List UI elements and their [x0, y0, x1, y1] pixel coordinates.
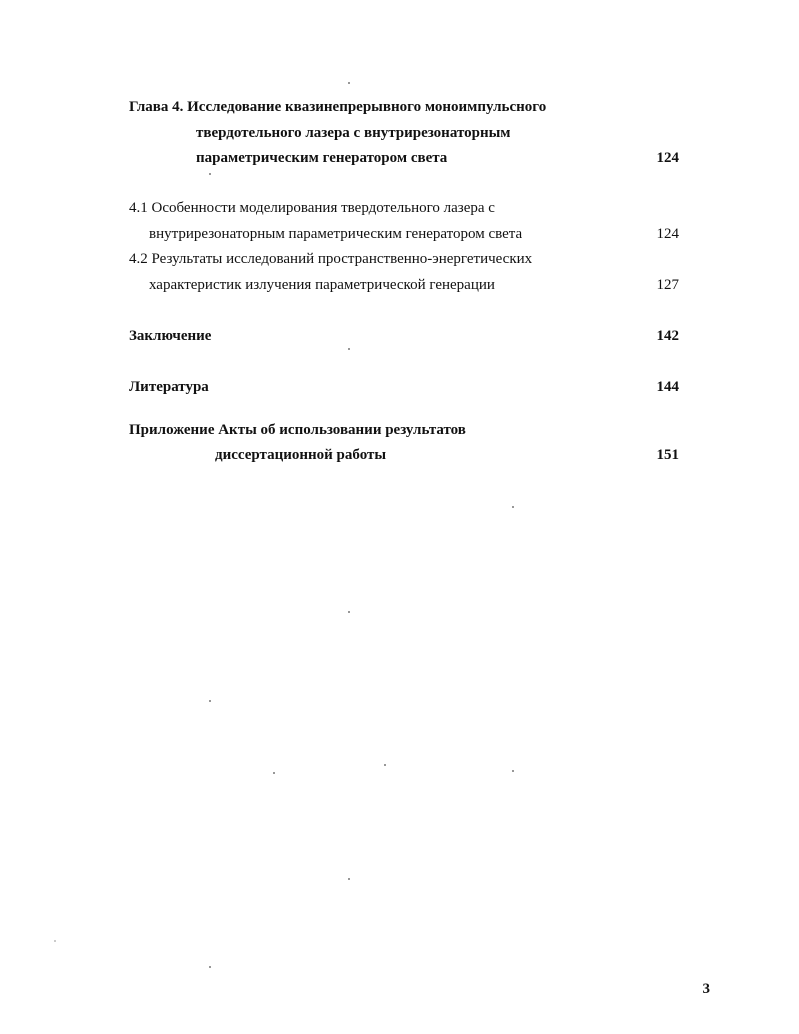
page-number: 3: [702, 981, 710, 997]
scan-speck: [348, 878, 350, 880]
scan-speck: [348, 611, 350, 613]
scan-speck: [512, 770, 514, 772]
appendix-title-line-1: Приложение Акты об использовании результатов: [129, 422, 466, 438]
section-4-2-page-number: 127: [656, 277, 679, 293]
literature-page-number: 144: [656, 379, 679, 395]
scan-speck: [209, 966, 211, 968]
scan-speck: [209, 173, 211, 175]
scan-speck: [54, 940, 56, 942]
scan-speck: [348, 348, 350, 350]
scan-speck: [209, 700, 211, 702]
chapter-4-page-number: 124: [656, 150, 679, 166]
appendix-title-line-2: диссертационной работы: [215, 447, 387, 463]
scan-speck: [273, 772, 275, 774]
section-4-2-title-line-1: 4.2 Результаты исследований пространственно-энергетических: [129, 251, 533, 267]
chapter-4-title-line-1: Глава 4. Исследование квазинепрерывного моноимпульсного: [129, 99, 547, 115]
literature-title: Литература: [129, 379, 209, 395]
scan-speck: [512, 506, 514, 508]
section-4-1-title-line-2: внутрирезонаторным параметрическим генератором света: [149, 226, 523, 242]
conclusion-page-number: 142: [656, 328, 679, 344]
section-4-2-title-line-2: характеристик излучения параметрической генерации: [149, 277, 495, 293]
chapter-4-title-line-2: твердотельного лазера с внутрирезонаторным: [196, 125, 511, 141]
section-4-1-page-number: 124: [656, 226, 679, 242]
scan-speck: [348, 82, 350, 84]
section-4-1-title-line-1: 4.1 Особенности моделирования твердотельного лазера с: [129, 200, 495, 216]
conclusion-title: Заключение: [129, 328, 212, 344]
scan-speck: [384, 764, 386, 766]
appendix-page-number: 151: [656, 447, 679, 463]
chapter-4-title-line-3: параметрическим генератором света: [196, 150, 448, 166]
